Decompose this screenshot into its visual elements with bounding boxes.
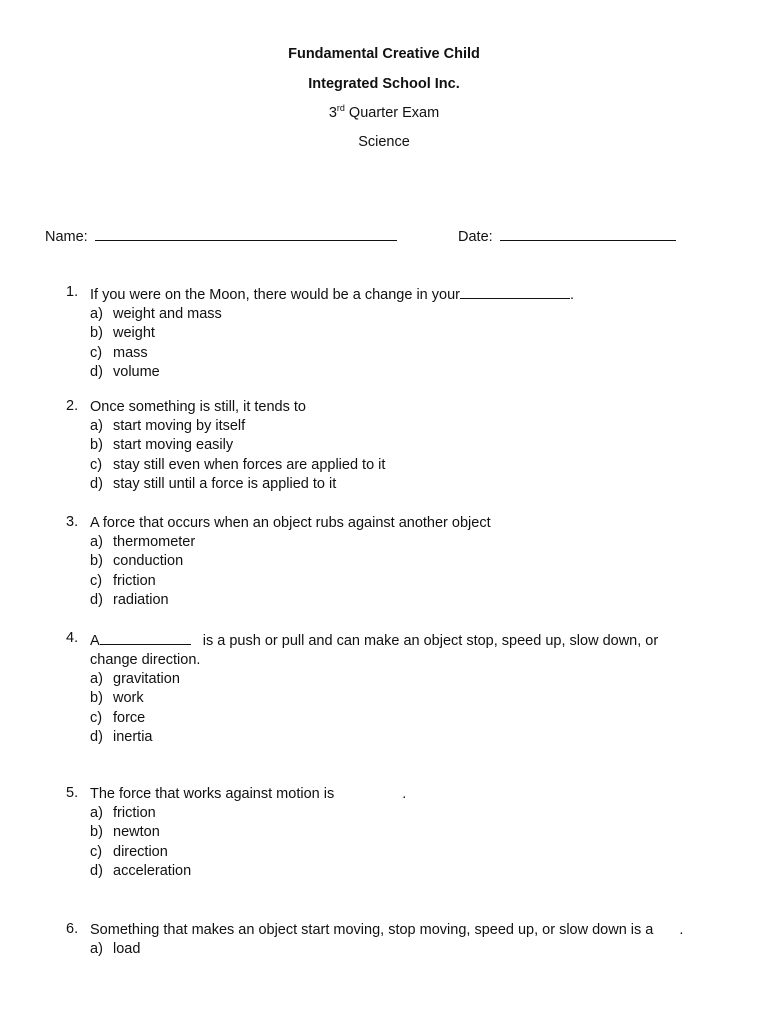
option-letter: c): [90, 843, 103, 860]
question-number: 2.: [66, 398, 79, 414]
option-c[interactable]: [90, 456, 706, 475]
options: [90, 670, 706, 747]
option-c[interactable]: [90, 572, 706, 591]
option-text: inertia: [113, 728, 153, 745]
name-field: [45, 224, 397, 245]
option-letter: b): [90, 690, 103, 707]
question-text: The force that works against motion is: [90, 786, 335, 802]
option-letter: d): [90, 591, 103, 608]
option-letter: c): [90, 572, 103, 589]
option-letter: a): [90, 671, 103, 687]
question-text-end: change direction.: [90, 652, 201, 668]
question-text: A: [90, 633, 100, 649]
option-letter: d): [90, 728, 103, 745]
options: [90, 533, 706, 610]
question-4: [66, 630, 706, 747]
school-name-line1: Fundamental Creative Child: [288, 46, 480, 62]
option-a[interactable]: [90, 804, 706, 823]
option-text: force: [113, 709, 146, 726]
option-letter: b): [90, 824, 103, 841]
option-b[interactable]: [90, 436, 706, 455]
option-letter: a): [90, 941, 103, 957]
option-letter: d): [90, 475, 103, 492]
question-stem: [90, 921, 706, 940]
option-c[interactable]: [90, 709, 706, 728]
answer-blank[interactable]: [460, 284, 570, 299]
option-d[interactable]: [90, 728, 706, 747]
question-number: 4.: [66, 630, 79, 646]
question-1: [66, 284, 706, 382]
options: [90, 804, 706, 881]
option-letter: a): [90, 805, 103, 821]
option-letter: b): [90, 437, 103, 454]
option-a[interactable]: [90, 417, 706, 436]
option-a[interactable]: [90, 305, 706, 324]
option-letter: d): [90, 363, 103, 380]
exam-quarter-ordinal: rd: [336, 103, 345, 114]
question-stem: [90, 284, 706, 305]
option-letter: a): [90, 418, 103, 434]
answer-blank[interactable]: [100, 630, 191, 645]
option-text: stay still even when forces are applied to it: [113, 456, 386, 473]
option-text: mass: [113, 344, 148, 361]
option-text: newton: [113, 824, 160, 841]
question-text-end: .: [679, 922, 684, 938]
option-b[interactable]: [90, 552, 706, 571]
option-text: direction: [113, 843, 168, 860]
option-text: load: [113, 941, 141, 957]
option-a[interactable]: [90, 940, 706, 959]
question-text-end: .: [402, 786, 407, 802]
question-stem: Once something is still, it tends to: [90, 399, 306, 415]
subject-title: Science: [358, 134, 410, 150]
option-text: start moving easily: [113, 437, 234, 454]
option-letter: c): [90, 344, 103, 361]
option-text: friction: [113, 572, 156, 589]
question-text: If you were on the Moon, there would be a change in your: [90, 287, 460, 303]
option-letter: a): [90, 534, 103, 550]
option-letter: d): [90, 862, 103, 879]
option-text: friction: [113, 805, 156, 821]
options: [90, 305, 706, 382]
question-3: [66, 514, 706, 610]
question-6: [66, 921, 706, 959]
question-text-end: .: [569, 287, 575, 303]
option-text: gravitation: [113, 671, 180, 687]
option-b[interactable]: [90, 324, 706, 343]
question-number: 6.: [66, 921, 79, 937]
options: [90, 940, 706, 959]
exam-title: [0, 105, 768, 121]
question-text-cont: is a push or pull and can make an object stop, speed up, slow down, or: [202, 633, 659, 649]
date-label: Date:: [458, 229, 493, 245]
option-text: volume: [113, 363, 160, 380]
option-text: weight and mass: [113, 306, 222, 322]
option-letter: b): [90, 553, 103, 570]
date-blank[interactable]: [500, 224, 676, 241]
option-text: weight: [113, 325, 155, 342]
option-letter: c): [90, 709, 103, 726]
option-letter: c): [90, 456, 103, 473]
option-b[interactable]: [90, 823, 706, 842]
option-d[interactable]: [90, 862, 706, 881]
option-letter: a): [90, 306, 103, 322]
exam-title-text: Quarter Exam: [344, 105, 440, 121]
date-field: [458, 224, 676, 245]
option-text: radiation: [113, 591, 169, 608]
option-c[interactable]: [90, 843, 706, 862]
name-blank[interactable]: [95, 224, 397, 241]
option-text: stay still until a force is applied to it: [113, 475, 337, 492]
option-c[interactable]: [90, 344, 706, 363]
option-text: acceleration: [113, 862, 192, 879]
option-d[interactable]: [90, 363, 706, 382]
question-stem: A force that occurs when an object rubs against another object: [90, 515, 491, 531]
options: [90, 417, 706, 494]
option-text: thermometer: [113, 534, 196, 550]
option-text: conduction: [113, 553, 184, 570]
name-label: Name:: [45, 229, 88, 245]
option-b[interactable]: [90, 689, 706, 708]
option-a[interactable]: [90, 670, 706, 689]
option-a[interactable]: [90, 533, 706, 552]
option-d[interactable]: [90, 591, 706, 610]
question-number: 3.: [66, 514, 79, 530]
question-stem: [90, 785, 706, 804]
question-number: 1.: [66, 284, 79, 300]
question-number: 5.: [66, 785, 79, 801]
option-text: start moving by itself: [113, 418, 246, 434]
question-stem: [90, 630, 706, 670]
option-letter: b): [90, 325, 103, 342]
option-d[interactable]: [90, 475, 706, 494]
question-5: [66, 785, 706, 881]
question-2: [66, 398, 706, 494]
school-name-line2: Integrated School Inc.: [308, 76, 460, 92]
option-text: work: [113, 690, 144, 707]
exam-quarter-number: 3: [328, 105, 337, 121]
question-text: Something that makes an object start moving, stop moving, speed up, or slow down is a: [90, 922, 654, 938]
